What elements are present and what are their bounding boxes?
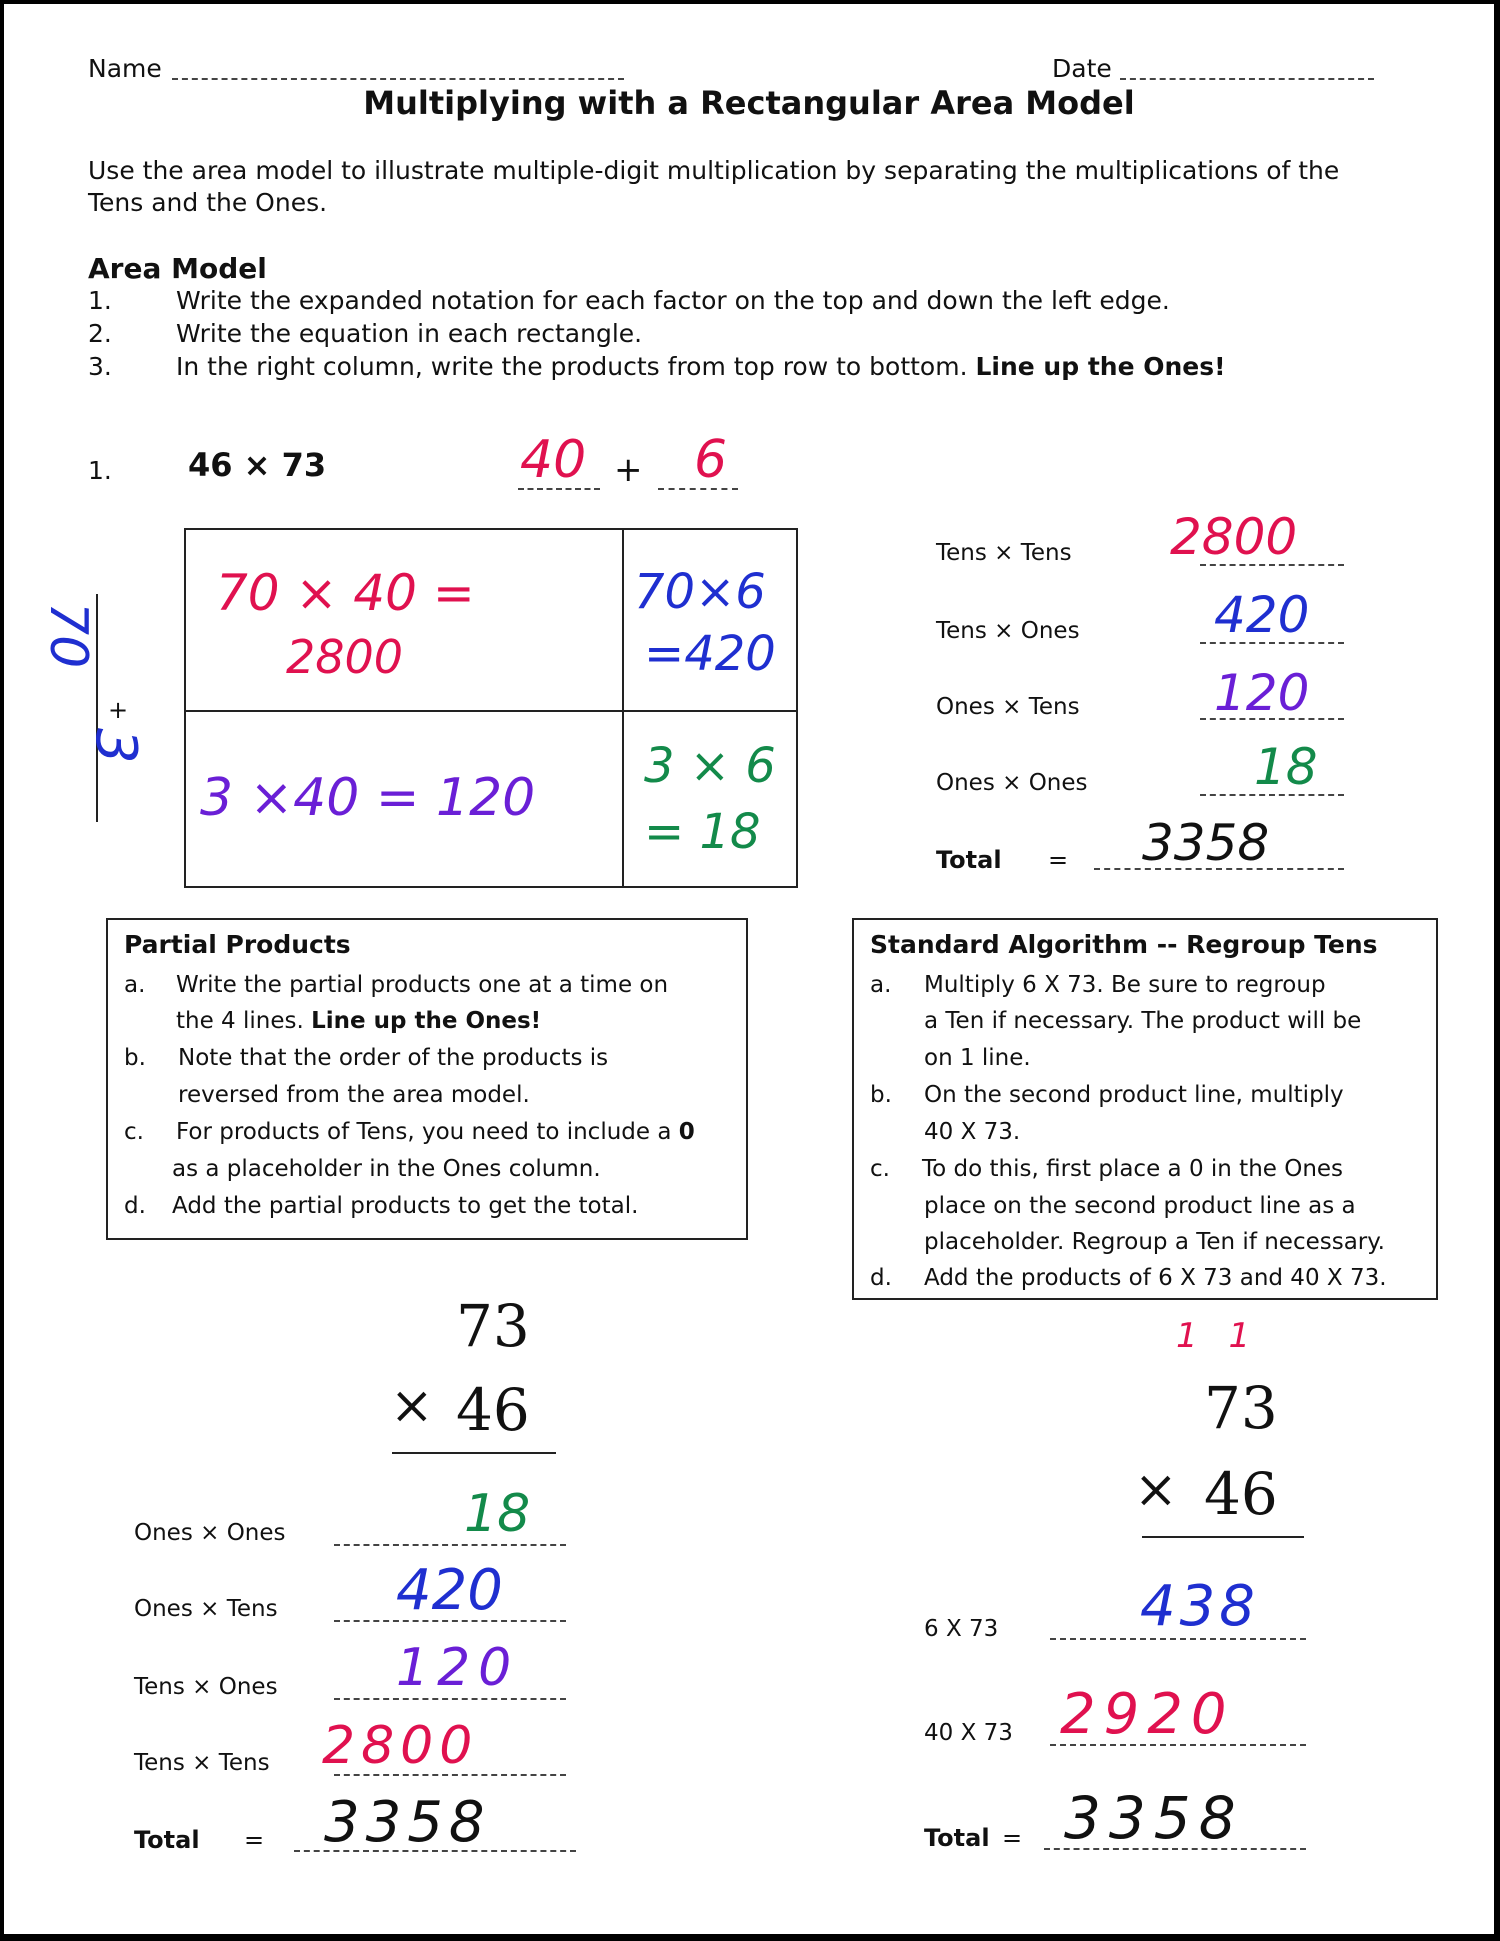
item-line: place on the second product line as a (924, 1193, 1356, 1219)
item-line: on 1 line. (924, 1045, 1031, 1071)
item-line (176, 1119, 695, 1145)
sa-carry-digits: 1 1 (1176, 1316, 1261, 1356)
pp-total-label: Total (134, 1826, 200, 1854)
item-line: Write the partial products one at a time on (176, 972, 669, 998)
item-line: 40 X 73. (924, 1119, 1021, 1145)
sa-multiplier: 46 (1204, 1460, 1278, 1528)
pp-total-equals: = (244, 1826, 265, 1854)
intro-line-1: Use the area model to illustrate multiple-digit multiplication by separating the multiplications of the (88, 156, 1340, 185)
area-model-heading: Area Model (88, 252, 267, 285)
left-ones-value: 3 (83, 728, 148, 764)
pp-multiplicand: 73 (456, 1292, 530, 1360)
step-number: 1. (88, 286, 112, 315)
area-cell-tens-tens[interactable] (184, 528, 624, 712)
step-text: Write the equation in each rectangle. (176, 319, 643, 348)
sa-total-value: 3358 (1064, 1784, 1244, 1852)
worksheet-page (4, 4, 1494, 1934)
date-label: Date (1052, 54, 1112, 83)
pp-times-sign: × (390, 1376, 434, 1436)
pp-row-value: 120 (396, 1638, 520, 1698)
pp-row-label: Tens × Tens (134, 1750, 270, 1776)
pp-row-line (334, 1524, 566, 1546)
pp-total-value: 3358 (324, 1790, 491, 1855)
standard-algorithm-box (852, 918, 1438, 1300)
top-plus: + (614, 450, 643, 490)
step-text-bold: Line up the Ones! (975, 352, 1226, 381)
product-label: Ones × Ones (936, 770, 1088, 796)
cell-product: =420 (644, 626, 776, 682)
partial-products-box (106, 918, 748, 1240)
problem-number: 1. (88, 456, 112, 485)
product-value: 2800 (1170, 508, 1298, 566)
cell-equation: 3 ×40 = 120 (200, 768, 536, 828)
total-equals: = (1048, 846, 1069, 874)
step-text (176, 352, 1226, 381)
partial-products-heading: Partial Products (124, 930, 351, 959)
sa-row-label: 40 X 73 (924, 1720, 1013, 1746)
item-text-bold: 0 (678, 1119, 695, 1145)
step-number: 2. (88, 319, 112, 348)
item-line: placeholder. Regroup a Ten if necessary. (924, 1229, 1385, 1255)
step-text-plain: In the right column, write the products from top row to bottom. (176, 352, 976, 381)
item-letter: d. (870, 1265, 892, 1291)
step-text: Write the expanded notation for each factor on the top and down the left edge. (176, 286, 1170, 315)
product-label: Tens × Tens (936, 540, 1072, 566)
top-tens-value: 40 (520, 430, 587, 490)
top-tens-line (518, 466, 600, 490)
item-line: Note that the order of the products is (178, 1045, 609, 1071)
total-value: 3358 (1142, 814, 1270, 872)
product-label: Tens × Ones (936, 618, 1080, 644)
sa-total-equals: = (1002, 1824, 1023, 1852)
pp-row-value: 2800 (322, 1716, 479, 1776)
item-letter: c. (124, 1119, 144, 1145)
pp-row-value: 420 (396, 1558, 503, 1623)
sa-row-value: 2920 (1060, 1682, 1235, 1747)
name-label: Name (88, 54, 162, 83)
pp-product-rule (392, 1452, 556, 1454)
left-tens-value: 70 (38, 602, 98, 669)
page-title: Multiplying with a Rectangular Area Model (363, 84, 1135, 122)
item-line: To do this, first place a 0 in the Ones (922, 1156, 1344, 1182)
area-cell-ones-ones[interactable] (622, 710, 798, 888)
cell-equation: 3 × 6 (644, 738, 776, 794)
item-line: reversed from the area model. (178, 1082, 530, 1108)
cell-equation: 70 × 40 = (216, 564, 475, 622)
pp-multiplier: 46 (456, 1376, 530, 1444)
total-label: Total (936, 846, 1002, 874)
name-line[interactable] (172, 58, 624, 80)
item-letter: d. (124, 1193, 146, 1219)
sa-row-label: 6 X 73 (924, 1616, 999, 1642)
pp-row-label: Ones × Ones (134, 1520, 286, 1546)
item-letter: c. (870, 1156, 890, 1182)
date-line[interactable] (1120, 58, 1374, 80)
item-letter: a. (124, 972, 146, 998)
top-ones-value: 6 (694, 430, 728, 490)
item-line: Multiply 6 X 73. Be sure to regroup (924, 972, 1326, 998)
intro-line-2: Tens and the Ones. (88, 188, 328, 217)
pp-row-label: Tens × Ones (134, 1674, 278, 1700)
item-line: Add the partial products to get the total. (172, 1193, 639, 1219)
item-line (176, 1008, 541, 1034)
area-cell-ones-tens[interactable] (184, 710, 624, 888)
item-text-bold: Line up the Ones! (311, 1008, 542, 1034)
item-letter: b. (870, 1082, 892, 1108)
standard-algorithm-heading: Standard Algorithm -- Regroup Tens (870, 930, 1378, 959)
product-value: 120 (1214, 664, 1310, 722)
sa-multiplicand: 73 (1204, 1374, 1278, 1442)
sa-total-label: Total (924, 1824, 990, 1852)
cell-product: 2800 (286, 630, 404, 684)
product-value: 18 (1254, 738, 1318, 796)
sa-times-sign: × (1134, 1460, 1178, 1520)
item-line: Add the products of 6 X 73 and 40 X 73. (924, 1265, 1387, 1291)
sa-product-rule (1142, 1536, 1304, 1538)
item-letter: a. (870, 972, 892, 998)
sa-row-value: 438 (1140, 1574, 1259, 1639)
pp-row-label: Ones × Tens (134, 1596, 278, 1622)
item-text: the 4 lines. (176, 1008, 312, 1034)
cell-product: = 18 (644, 804, 761, 860)
product-label: Ones × Tens (936, 694, 1080, 720)
item-letter: b. (124, 1045, 146, 1071)
area-cell-tens-ones[interactable] (622, 528, 798, 712)
item-line: as a placeholder in the Ones column. (172, 1156, 601, 1182)
product-value: 420 (1214, 586, 1310, 644)
step-number: 3. (88, 352, 112, 381)
item-text: For products of Tens, you need to include a (176, 1119, 679, 1145)
cell-equation: 70×6 (634, 564, 766, 620)
item-line: a Ten if necessary. The product will be (924, 1008, 1362, 1034)
left-plus: + (108, 696, 129, 724)
pp-row-value: 18 (464, 1484, 531, 1544)
item-line: On the second product line, multiply (924, 1082, 1344, 1108)
problem-equation: 46 × 73 (188, 446, 327, 484)
top-ones-line (658, 466, 738, 490)
